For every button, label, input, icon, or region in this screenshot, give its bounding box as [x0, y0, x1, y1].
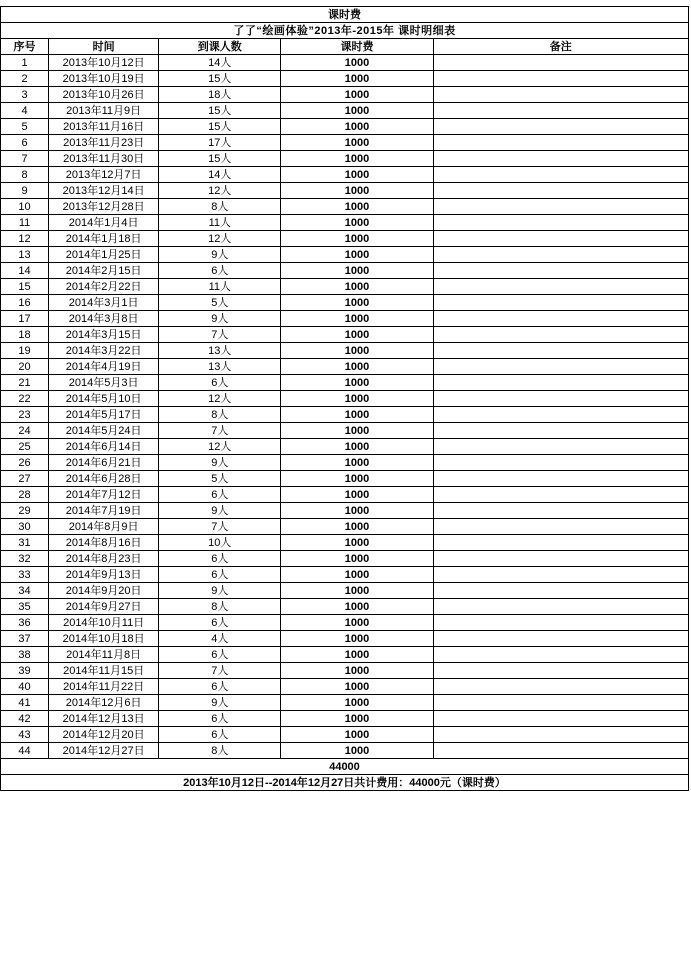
cell-count: 6人	[159, 487, 281, 503]
cell-seq: 29	[1, 503, 49, 519]
cell-count: 9人	[159, 311, 281, 327]
cell-date: 2014年8月9日	[49, 519, 159, 535]
cell-fee: 1000	[281, 199, 433, 215]
cell-fee: 1000	[281, 295, 433, 311]
cell-note	[433, 183, 688, 199]
cell-count: 5人	[159, 295, 281, 311]
table-row	[1, 519, 689, 535]
cell-note	[433, 295, 688, 311]
cell-fee: 1000	[281, 135, 433, 151]
table-row	[1, 55, 689, 71]
table-row	[1, 119, 689, 135]
cell-seq: 11	[1, 215, 49, 231]
cell-count: 12人	[159, 231, 281, 247]
cell-fee: 1000	[281, 343, 433, 359]
page-subtitle: 了了“绘画体验”2013年-2015年 课时明细表	[1, 23, 689, 39]
cell-fee: 1000	[281, 519, 433, 535]
cell-date: 2014年12月20日	[49, 727, 159, 743]
cell-fee: 1000	[281, 407, 433, 423]
cell-note	[433, 647, 688, 663]
cell-date: 2013年10月26日	[49, 87, 159, 103]
cell-date: 2014年9月20日	[49, 583, 159, 599]
cell-fee: 1000	[281, 503, 433, 519]
cell-seq: 37	[1, 631, 49, 647]
cell-count: 9人	[159, 247, 281, 263]
cell-note	[433, 615, 688, 631]
column-header-date: 时间	[49, 39, 159, 55]
table-row	[1, 727, 689, 743]
cell-date: 2014年6月28日	[49, 471, 159, 487]
table-row	[1, 151, 689, 167]
cell-fee: 1000	[281, 375, 433, 391]
cell-date: 2013年10月19日	[49, 71, 159, 87]
course-fee-table	[0, 6, 689, 791]
cell-note	[433, 135, 688, 151]
cell-date: 2013年11月9日	[49, 103, 159, 119]
cell-note	[433, 471, 688, 487]
cell-fee: 1000	[281, 599, 433, 615]
column-header-note: 备注	[433, 39, 688, 55]
cell-note	[433, 327, 688, 343]
cell-seq: 19	[1, 343, 49, 359]
cell-note	[433, 311, 688, 327]
cell-note	[433, 519, 688, 535]
cell-count: 9人	[159, 455, 281, 471]
table-row	[1, 695, 689, 711]
cell-date: 2014年4月19日	[49, 359, 159, 375]
table-row	[1, 295, 689, 311]
cell-note	[433, 727, 688, 743]
cell-seq: 27	[1, 471, 49, 487]
cell-count: 13人	[159, 359, 281, 375]
table-row	[1, 343, 689, 359]
cell-note	[433, 439, 688, 455]
table-row	[1, 311, 689, 327]
cell-date: 2014年10月11日	[49, 615, 159, 631]
table-row	[1, 551, 689, 567]
cell-note	[433, 599, 688, 615]
cell-note	[433, 743, 688, 759]
table-row	[1, 439, 689, 455]
table-row	[1, 391, 689, 407]
cell-count: 15人	[159, 103, 281, 119]
table-row	[1, 263, 689, 279]
cell-seq: 38	[1, 647, 49, 663]
cell-count: 8人	[159, 407, 281, 423]
table-row	[1, 599, 689, 615]
cell-seq: 13	[1, 247, 49, 263]
cell-date: 2014年12月13日	[49, 711, 159, 727]
cell-seq: 1	[1, 55, 49, 71]
cell-note	[433, 231, 688, 247]
cell-note	[433, 487, 688, 503]
page-title: 课时费	[1, 7, 689, 23]
cell-fee: 1000	[281, 71, 433, 87]
cell-date: 2014年12月27日	[49, 743, 159, 759]
cell-seq: 7	[1, 151, 49, 167]
cell-note	[433, 695, 688, 711]
table-row	[1, 615, 689, 631]
cell-fee: 1000	[281, 663, 433, 679]
cell-seq: 4	[1, 103, 49, 119]
cell-seq: 6	[1, 135, 49, 151]
cell-fee: 1000	[281, 167, 433, 183]
cell-fee: 1000	[281, 151, 433, 167]
table-row	[1, 215, 689, 231]
cell-count: 6人	[159, 679, 281, 695]
cell-note	[433, 423, 688, 439]
table-header-row	[1, 39, 689, 55]
cell-date: 2013年12月14日	[49, 183, 159, 199]
total-row	[1, 759, 689, 775]
table-row	[1, 375, 689, 391]
cell-count: 7人	[159, 327, 281, 343]
table-row	[1, 455, 689, 471]
cell-note	[433, 103, 688, 119]
cell-seq: 43	[1, 727, 49, 743]
cell-note	[433, 199, 688, 215]
cell-count: 15人	[159, 151, 281, 167]
cell-note	[433, 631, 688, 647]
cell-seq: 22	[1, 391, 49, 407]
document-title-row	[1, 7, 689, 23]
cell-seq: 26	[1, 455, 49, 471]
cell-seq: 32	[1, 551, 49, 567]
table-row	[1, 663, 689, 679]
cell-count: 12人	[159, 439, 281, 455]
cell-note	[433, 551, 688, 567]
cell-seq: 44	[1, 743, 49, 759]
cell-count: 11人	[159, 215, 281, 231]
table-row	[1, 647, 689, 663]
cell-note	[433, 391, 688, 407]
cell-seq: 8	[1, 167, 49, 183]
cell-seq: 3	[1, 87, 49, 103]
cell-count: 17人	[159, 135, 281, 151]
cell-seq: 5	[1, 119, 49, 135]
cell-count: 15人	[159, 119, 281, 135]
cell-fee: 1000	[281, 535, 433, 551]
cell-count: 12人	[159, 183, 281, 199]
cell-fee: 1000	[281, 647, 433, 663]
cell-fee: 1000	[281, 487, 433, 503]
cell-count: 11人	[159, 279, 281, 295]
cell-date: 2014年11月8日	[49, 647, 159, 663]
cell-note	[433, 247, 688, 263]
cell-count: 14人	[159, 55, 281, 71]
cell-fee: 1000	[281, 263, 433, 279]
total-amount: 44000	[1, 759, 689, 775]
cell-seq: 33	[1, 567, 49, 583]
cell-fee: 1000	[281, 471, 433, 487]
cell-fee: 1000	[281, 279, 433, 295]
cell-note	[433, 375, 688, 391]
cell-count: 13人	[159, 343, 281, 359]
cell-seq: 28	[1, 487, 49, 503]
cell-fee: 1000	[281, 231, 433, 247]
table-row	[1, 679, 689, 695]
cell-seq: 14	[1, 263, 49, 279]
cell-count: 6人	[159, 375, 281, 391]
cell-count: 9人	[159, 503, 281, 519]
table-row	[1, 199, 689, 215]
cell-date: 2014年1月18日	[49, 231, 159, 247]
cell-fee: 1000	[281, 631, 433, 647]
table-row	[1, 711, 689, 727]
table-row	[1, 247, 689, 263]
cell-fee: 1000	[281, 423, 433, 439]
table-row	[1, 423, 689, 439]
cell-date: 2014年3月15日	[49, 327, 159, 343]
cell-count: 6人	[159, 727, 281, 743]
cell-date: 2014年11月15日	[49, 663, 159, 679]
table-row	[1, 407, 689, 423]
cell-seq: 16	[1, 295, 49, 311]
cell-fee: 1000	[281, 711, 433, 727]
cell-date: 2014年10月18日	[49, 631, 159, 647]
cell-count: 7人	[159, 519, 281, 535]
table-row	[1, 71, 689, 87]
cell-fee: 1000	[281, 695, 433, 711]
cell-fee: 1000	[281, 247, 433, 263]
column-header-count: 到课人数	[159, 39, 281, 55]
table-row	[1, 359, 689, 375]
cell-seq: 9	[1, 183, 49, 199]
table-row	[1, 183, 689, 199]
cell-fee: 1000	[281, 615, 433, 631]
cell-seq: 15	[1, 279, 49, 295]
cell-date: 2014年5月24日	[49, 423, 159, 439]
table-row	[1, 567, 689, 583]
cell-count: 7人	[159, 663, 281, 679]
cell-count: 5人	[159, 471, 281, 487]
cell-note	[433, 167, 688, 183]
table-row	[1, 103, 689, 119]
cell-count: 8人	[159, 743, 281, 759]
cell-fee: 1000	[281, 119, 433, 135]
cell-count: 15人	[159, 71, 281, 87]
cell-fee: 1000	[281, 103, 433, 119]
cell-note	[433, 503, 688, 519]
cell-fee: 1000	[281, 567, 433, 583]
cell-seq: 30	[1, 519, 49, 535]
cell-count: 6人	[159, 647, 281, 663]
table-row	[1, 743, 689, 759]
cell-count: 8人	[159, 199, 281, 215]
cell-date: 2014年3月1日	[49, 295, 159, 311]
cell-note	[433, 663, 688, 679]
cell-fee: 1000	[281, 359, 433, 375]
cell-date: 2013年11月23日	[49, 135, 159, 151]
cell-seq: 2	[1, 71, 49, 87]
cell-fee: 1000	[281, 743, 433, 759]
cell-seq: 39	[1, 663, 49, 679]
cell-date: 2014年6月14日	[49, 439, 159, 455]
cell-fee: 1000	[281, 327, 433, 343]
cell-count: 14人	[159, 167, 281, 183]
cell-fee: 1000	[281, 455, 433, 471]
cell-count: 6人	[159, 711, 281, 727]
cell-fee: 1000	[281, 311, 433, 327]
cell-note	[433, 343, 688, 359]
cell-note	[433, 151, 688, 167]
cell-count: 9人	[159, 583, 281, 599]
table-row	[1, 279, 689, 295]
cell-seq: 23	[1, 407, 49, 423]
cell-date: 2013年10月12日	[49, 55, 159, 71]
cell-date: 2014年12月6日	[49, 695, 159, 711]
cell-seq: 17	[1, 311, 49, 327]
table-row	[1, 471, 689, 487]
cell-note	[433, 567, 688, 583]
cell-date: 2014年11月22日	[49, 679, 159, 695]
table-row	[1, 503, 689, 519]
cell-count: 8人	[159, 599, 281, 615]
document-subtitle-row	[1, 23, 689, 39]
cell-date: 2014年2月22日	[49, 279, 159, 295]
cell-date: 2014年3月22日	[49, 343, 159, 359]
cell-note	[433, 583, 688, 599]
cell-date: 2014年9月13日	[49, 567, 159, 583]
column-header-fee: 课时费	[281, 39, 433, 55]
cell-date: 2013年12月28日	[49, 199, 159, 215]
cell-date: 2014年9月27日	[49, 599, 159, 615]
summary-row	[1, 775, 689, 791]
cell-date: 2013年11月16日	[49, 119, 159, 135]
summary-text: 2013年10月12日--2014年12月27日共计费用：44000元（课时费）	[1, 775, 689, 791]
cell-note	[433, 359, 688, 375]
cell-date: 2014年5月10日	[49, 391, 159, 407]
table-row	[1, 583, 689, 599]
cell-note	[433, 215, 688, 231]
cell-seq: 10	[1, 199, 49, 215]
cell-count: 12人	[159, 391, 281, 407]
cell-seq: 36	[1, 615, 49, 631]
cell-seq: 31	[1, 535, 49, 551]
table-row	[1, 231, 689, 247]
cell-seq: 34	[1, 583, 49, 599]
cell-note	[433, 55, 688, 71]
cell-date: 2014年3月8日	[49, 311, 159, 327]
table-row	[1, 535, 689, 551]
cell-seq: 20	[1, 359, 49, 375]
cell-note	[433, 535, 688, 551]
cell-count: 9人	[159, 695, 281, 711]
cell-seq: 42	[1, 711, 49, 727]
cell-fee: 1000	[281, 551, 433, 567]
cell-note	[433, 87, 688, 103]
cell-fee: 1000	[281, 439, 433, 455]
cell-note	[433, 407, 688, 423]
cell-seq: 21	[1, 375, 49, 391]
cell-count: 4人	[159, 631, 281, 647]
cell-count: 6人	[159, 551, 281, 567]
cell-date: 2014年8月23日	[49, 551, 159, 567]
cell-count: 18人	[159, 87, 281, 103]
cell-note	[433, 279, 688, 295]
cell-note	[433, 71, 688, 87]
table-row	[1, 487, 689, 503]
cell-count: 6人	[159, 263, 281, 279]
table-row	[1, 87, 689, 103]
cell-date: 2014年5月3日	[49, 375, 159, 391]
cell-date: 2014年8月16日	[49, 535, 159, 551]
cell-count: 7人	[159, 423, 281, 439]
cell-seq: 41	[1, 695, 49, 711]
cell-date: 2013年11月30日	[49, 151, 159, 167]
cell-note	[433, 263, 688, 279]
table-row	[1, 135, 689, 151]
cell-count: 6人	[159, 615, 281, 631]
cell-count: 6人	[159, 567, 281, 583]
cell-date: 2014年2月15日	[49, 263, 159, 279]
cell-note	[433, 455, 688, 471]
cell-fee: 1000	[281, 87, 433, 103]
cell-note	[433, 119, 688, 135]
table-row	[1, 167, 689, 183]
cell-seq: 40	[1, 679, 49, 695]
column-header-seq: 序号	[1, 39, 49, 55]
cell-fee: 1000	[281, 679, 433, 695]
cell-note	[433, 679, 688, 695]
cell-seq: 35	[1, 599, 49, 615]
cell-date: 2014年7月19日	[49, 503, 159, 519]
cell-seq: 12	[1, 231, 49, 247]
cell-seq: 25	[1, 439, 49, 455]
cell-fee: 1000	[281, 55, 433, 71]
cell-date: 2014年6月21日	[49, 455, 159, 471]
cell-fee: 1000	[281, 391, 433, 407]
cell-date: 2013年12月7日	[49, 167, 159, 183]
cell-fee: 1000	[281, 727, 433, 743]
cell-count: 10人	[159, 535, 281, 551]
cell-note	[433, 711, 688, 727]
cell-fee: 1000	[281, 583, 433, 599]
cell-date: 2014年1月25日	[49, 247, 159, 263]
table-body	[1, 7, 689, 791]
cell-seq: 18	[1, 327, 49, 343]
cell-date: 2014年7月12日	[49, 487, 159, 503]
cell-date: 2014年1月4日	[49, 215, 159, 231]
cell-seq: 24	[1, 423, 49, 439]
cell-fee: 1000	[281, 183, 433, 199]
cell-date: 2014年5月17日	[49, 407, 159, 423]
cell-fee: 1000	[281, 215, 433, 231]
table-row	[1, 631, 689, 647]
table-row	[1, 327, 689, 343]
